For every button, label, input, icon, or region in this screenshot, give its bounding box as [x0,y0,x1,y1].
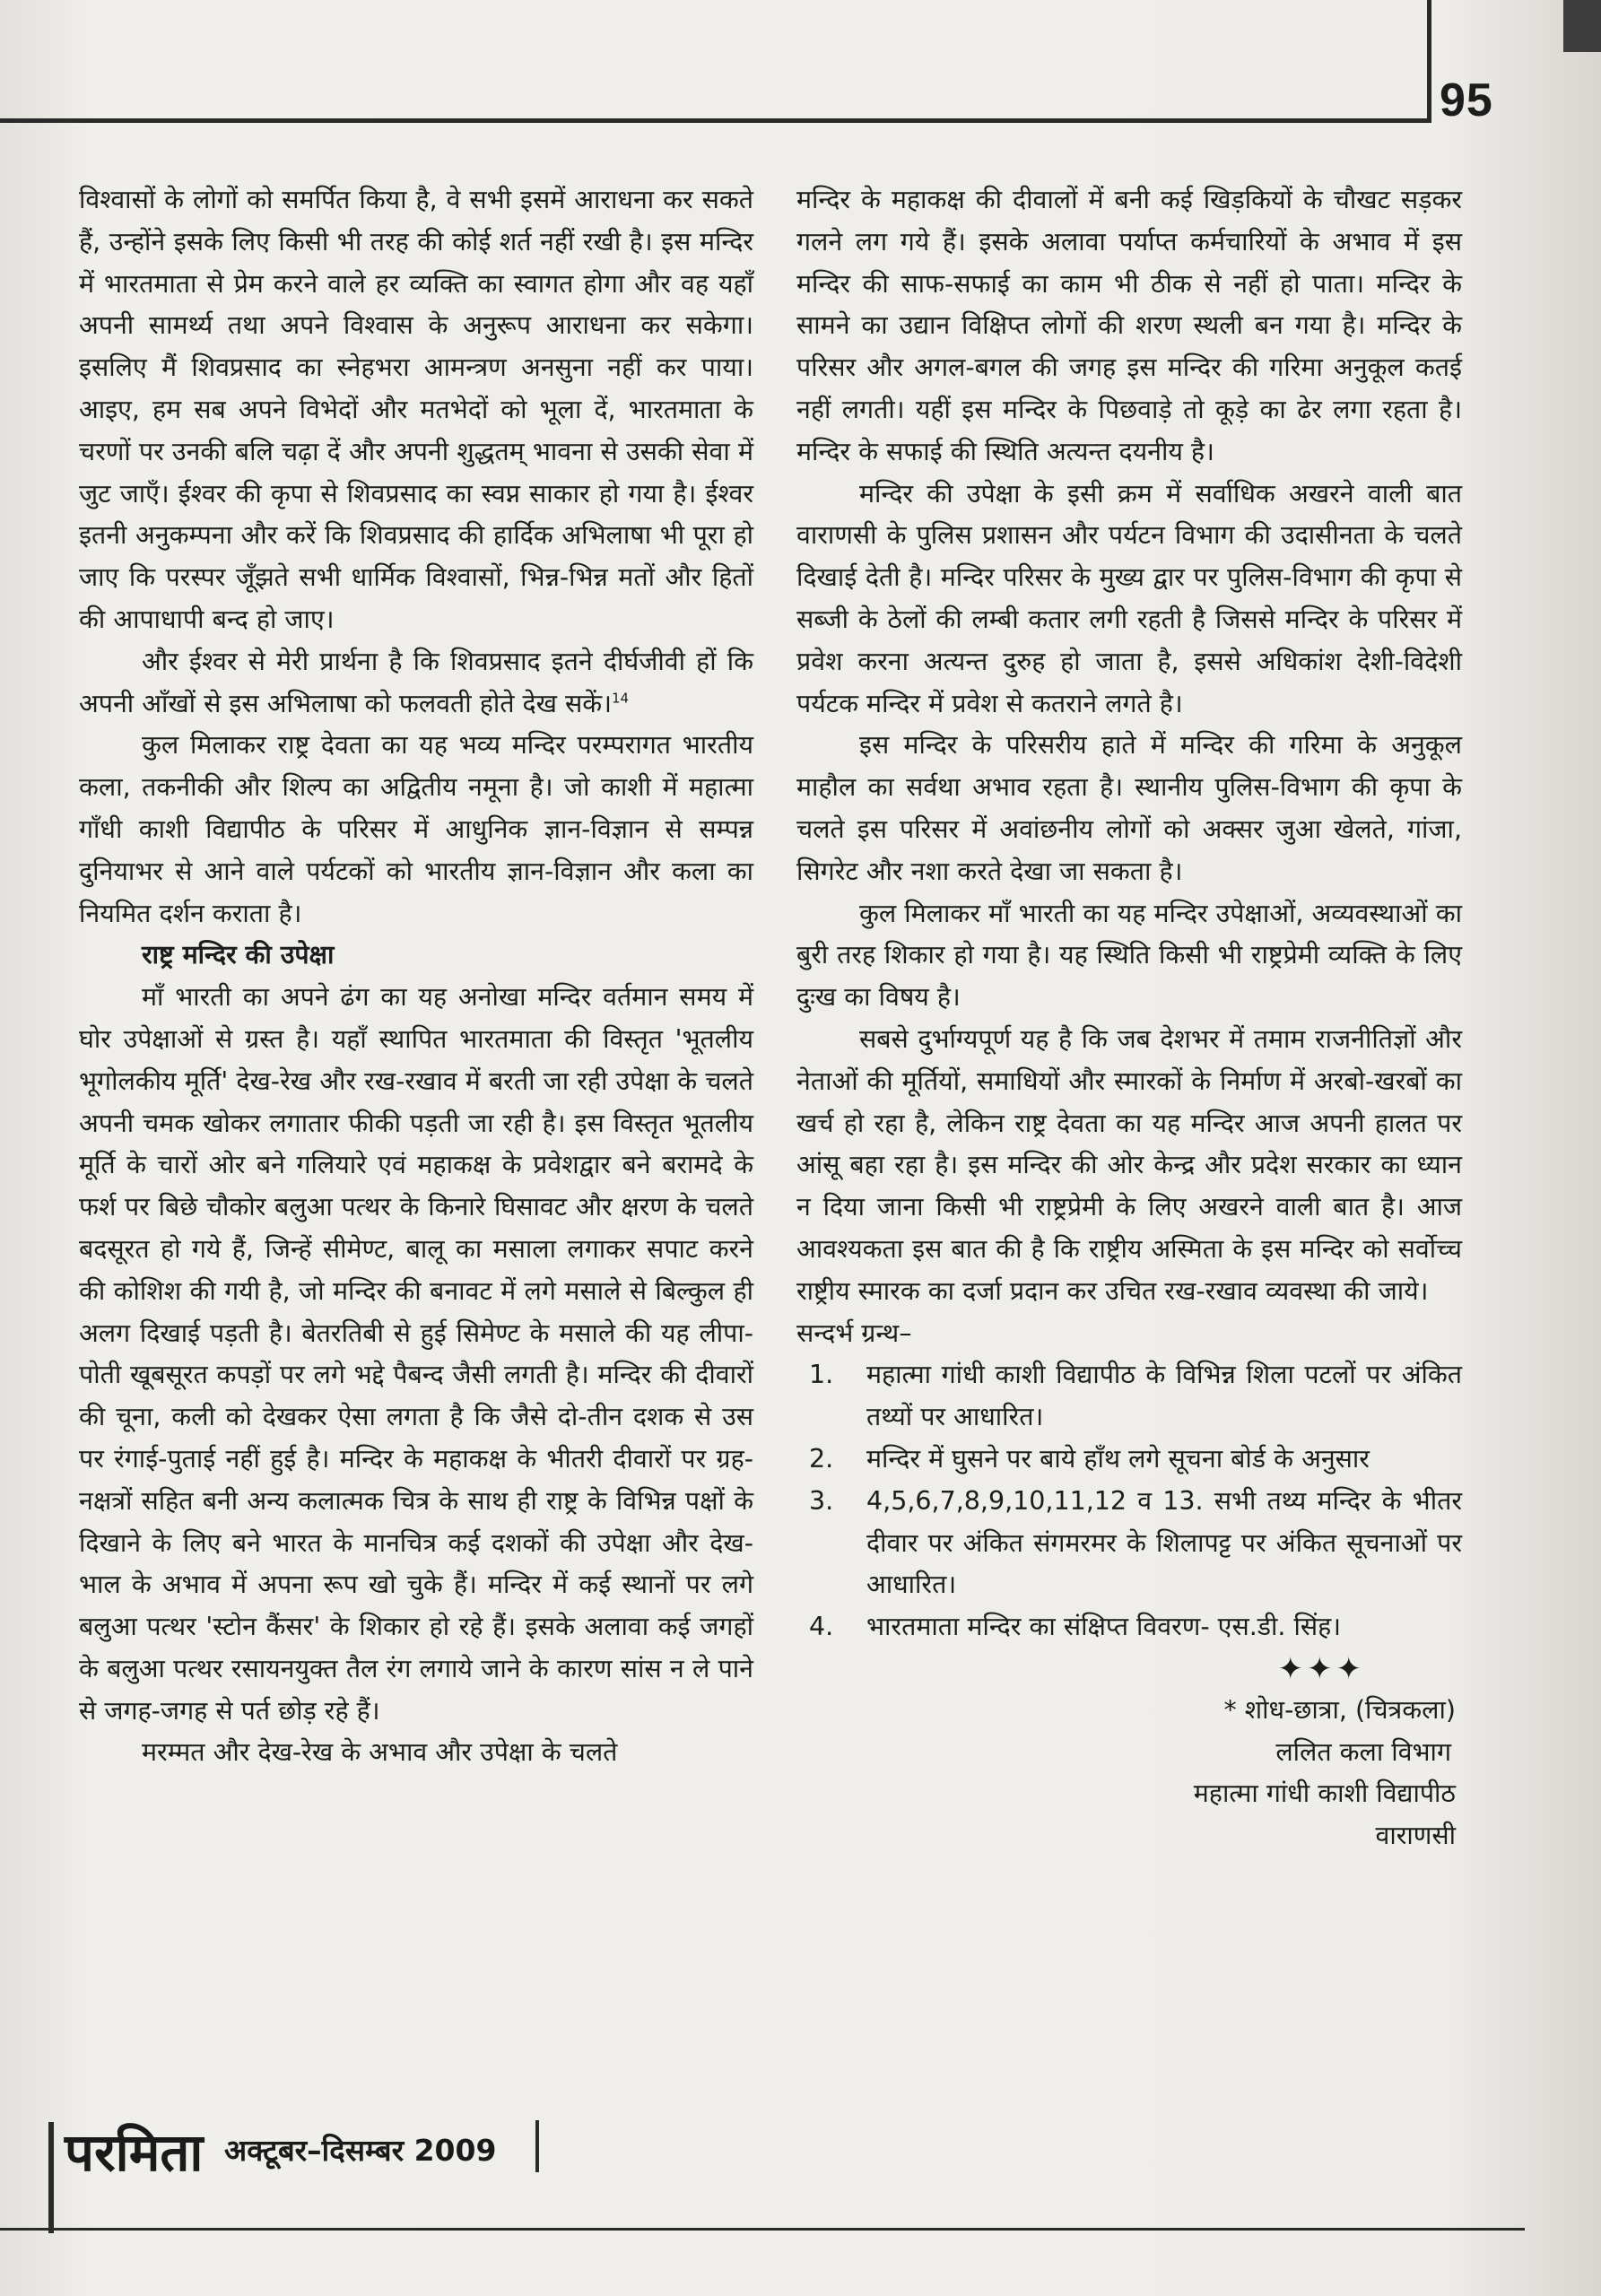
reference-text: मन्दिर में घुसने पर बाये हाँथ लगे सूचना बोर्ड के अनुसार [866,1443,1370,1474]
author-credit-line: वाराणसी [1375,1821,1456,1851]
paragraph: सबसे दुर्भाग्यपूर्ण यह है कि जब देशभर में तमाम राजनीतिज्ञों और नेताओं की मूर्तियों, समाधियों और स्मारकों के निर्माण में अरबो-खरबों का खर्च हो रहा है, लेकिन राष्ट्र देवता का यह मन्दिर आज अपनी हालत पर आंसू बहा रहा है। इस मन्दिर की ओर केन्द्र और प्रदेश सरकार का ध्यान न दिया जाना किसी भी राष्ट्रप्रेमी के लिए अखरने वाली बात है। आज आवश्यकता इस बात की है कि राष्ट्रीय अस्मिता के इस मन्दिर को सर्वोच्च राष्ट्रीय स्मारक का दर्जा प्रदान कर उचित रख-रखाव व्यवस्था की जाये। [796,1023,1462,1306]
reference-item [796,1354,1462,1439]
reference-text: भारतमाता मन्दिर का संक्षिप्त विवरण- एस.डी. सिंह। [866,1612,1342,1642]
footer-rule [0,2228,1525,2231]
reference-number: 1. [809,1360,834,1390]
reference-number: 4. [809,1612,834,1642]
right-column [796,179,1462,1857]
paragraph: माँ भारती का अपने ढंग का यह अनोखा मन्दिर वर्तमान समय में घोर उपेक्षाओं से ग्रस्त है। यहाँ स्थापित भारतमाता की विस्तृत 'भूतलीय भूगोलकीय मूर्ति' देख-रेख और रख-रखाव में बरती जा रही उपेक्षा के चलते अपनी चमक खोकर लगातार फीकी पड़ती जा रही है। इस विस्तृत भूतलीय मूर्ति के चारों ओर बने गलियारे एवं महाकक्ष के प्रवेशद्वार बने बरामदे के फर्श पर बिछे चौकोर बलुआ पत्थर के किनारे घिसावट और क्षरण के चलते बदसूरत हो गये हैं, जिन्हें सीमेण्ट, बालू का मसाला लगाकर सपाट करने की कोशिश की गयी है, जो मन्दिर की बनावट में लगे मसाले से बिल्कुल ही अलग दिखाई पड़ती है। बेतरतिबी से हुई सिमेण्ट के मसाले की यह लीपा-पोती खूबसूरत कपड़ों पर लगे भद्दे पैबन्द जैसी लगती है। मन्दिर की दीवारों की चूना, कली को देखकर ऐसा लगता है कि जैसे दो-तीन दशक से उस पर रंगाई-पुताई नहीं हुई है। मन्दिर के महाकक्ष के भीतरी दीवारों पर ग्रह-नक्षत्रों सहित बनी अन्य कलात्मक चित्र के साथ ही राष्ट्र के विभिन्न पक्षों के दिखाने के लिए बने भारत के मानचित्र कई दशकों की उपेक्षा और देख-भाल के अभाव में अपना रूप खो चुके हैं। मन्दिर में कई स्थानों पर लगे बलुआ पत्थर 'स्टोन कैंसर' के शिकार हो रहे हैं। इसके अलावा कई जगहों के बलुआ पत्थर रसायनयुक्त तैल रंग लगाये जाने के कारण सांस न ले पाने से जगह-जगह से पर्त छोड़ रहे हैं। [79,982,753,1726]
paragraph [79,641,753,726]
footer-separator [535,2120,539,2172]
section-end-ornament: ✦✦✦ [1277,1650,1365,1687]
reference-number: 3. [809,1485,834,1516]
paragraph: मरम्मत और देख-रेख के अभाव और उपेक्षा के चलते [142,1737,618,1768]
left-column [79,179,753,1774]
paragraph: कुल मिलाकर राष्ट्र देवता का यह भव्य मन्दिर परम्परागत भारतीय कला, तकनीकी और शिल्प का अद्वितीय नमूना है। जो काशी में महात्मा गाँधी काशी विद्यापीठ के परिसर में आधुनिक ज्ञान-विज्ञान से सम्पन्न दुनियाभर से आने वाले पर्यटकों को भारतीय ज्ञान-विज्ञान और कला का नियमित दर्शन कराता है। [79,730,753,928]
reference-text: 4,5,6,7,8,9,10,11,12 व 13. सभी तथ्य मन्दिर के भीतर दीवार पर अंकित संगमरमर के शिलापट्ट पर अंकित सूचनाओं पर आधारित। [866,1485,1462,1600]
references-title: सन्दर्भ ग्रन्थ– [796,1318,912,1348]
paragraph-text: और ईश्वर से मेरी प्रार्थना है कि शिवप्रसाद इतने दीर्घजीवी हों कि अपनी आँखों से इस अभिलाषा को फलवती होते देख सकें। [79,646,753,718]
reference-list [796,1354,1462,1648]
reference-item [796,1606,1462,1648]
footer-left-bar [48,2122,54,2233]
header-divider [1427,0,1431,123]
magazine-logo: परमिता [65,2122,204,2183]
corner-mark [1563,0,1601,52]
header-rule [0,118,1429,123]
reference-item [796,1481,1462,1606]
footnote-marker: 14 [612,690,630,707]
paragraph: मन्दिर की उपेक्षा के इसी क्रम में सर्वाधिक अखरने वाली बात वाराणसी के पुलिस प्रशासन और पर्यटन विभाग की उदासीनता के चलते दिखाई देती है। मन्दिर परिसर के मुख्य द्वार पर पुलिस-विभाग की कृपा से सब्जी के ठेलों की लम्बी कतार लगी रहती है जिससे मन्दिर के परिसर में प्रवेश करना अत्यन्त दुरुह हो जाता है, इससे अधिकांश देशी-विदेशी पर्यटक मन्दिर में प्रवेश से कतराने लगते है। [796,478,1462,718]
paragraph: इस मन्दिर के परिसरीय हाते में मन्दिर की गरिमा के अनुकूल माहौल का सर्वथा अभाव रहता है। स्थानीय पुलिस-विभाग की कृपा के चलते इस परिसर में अवांछनीय लोगों को अक्सर जुआ खेलते, गांजा, सिगरेट और नशा करते देखा जा सकता है। [796,730,1462,886]
reference-text: महात्मा गांधी काशी विद्यापीठ के विभिन्न शिला पटलों पर अंकित तथ्यों पर आधारित। [866,1360,1462,1432]
author-credit-line: महात्मा गांधी काशी विद्यापीठ [1193,1779,1456,1809]
author-credit-line: * शोध-छात्रा, (चित्रकला) [1223,1694,1456,1725]
page-number: 95 [1440,74,1493,126]
paragraph: मन्दिर के महाकक्ष की दीवालों में बनी कई खिड़कियों के चौखट सड़कर गलने लग गये हैं। इसके अलावा पर्याप्त कर्मचारियों के अभाव में इस मन्दिर की साफ-सफाई का काम भी ठीक से नहीं हो पाता। मन्दिर के सामने का उद्यान विक्षिप्त लोगों की शरण स्थली बन गया है। मन्दिर के परिसर और अगल-बगल की जगह इस मन्दिर की गरिमा अनुकूल कतई नहीं लगती। यहीं इस मन्दिर के पिछवाड़े तो कूड़े का ढेर लगा रहता है। मन्दिर के सफाई की स्थिति अत्यन्त दयनीय है। [796,185,1462,466]
paragraph: विश्वासों के लोगों को समर्पित किया है, वे सभी इसमें आराधना कर सकते हैं, उन्होंने इसके लिए किसी भी तरह की कोई शर्त नहीं रखी है। इस मन्दिर में भारतमाता से प्रेम करने वाले हर व्यक्ति का स्वागत होगा और वह यहाँ अपनी सामर्थ्य तथा अपने विश्वास के अनुरूप आराधना कर सकेगा। इसलिए मैं शिवप्रसाद का स्नेहभरा आमन्त्रण अनसुना नहीं कर पाया। आइए, हम सब अपने विभेदों और मतभेदों को भूला दें, भारतमाता के चरणों पर उनकी बलि चढ़ा दें और अपनी शुद्धतम् भावना से उसकी सेवा में जुट जाएँ। ईश्वर की कृपा से शिवप्रसाद का स्वप्न साकार हो गया है। ईश्वर इतनी अनुकम्पना और करें कि शिवप्रसाद की हार्दिक अभिलाषा भी पूरा हो जाए कि परस्पर जूँझते सभी धार्मिक विश्वासों, भिन्न-भिन्न मतों और हितों की आपाधापी बन्द हो जाए। [79,185,753,634]
issue-label: अक्टूबर–दिसम्बर 2009 [224,2133,497,2168]
section-heading: राष्ट्र मन्दिर की उपेक्षा [142,940,335,970]
reference-item [796,1439,1462,1481]
paragraph: कुल मिलाकर माँ भारती का यह मन्दिर उपेक्षाओं, अव्यवस्थाओं का बुरी तरह शिकार हो गया है। यह स्थिति किसी भी राष्ट्रप्रेमी व्यक्ति के लिए दुःख का विषय है। [796,898,1462,1013]
author-credit-line: ललित कला विभाग [1275,1736,1451,1767]
reference-number: 2. [809,1443,834,1474]
